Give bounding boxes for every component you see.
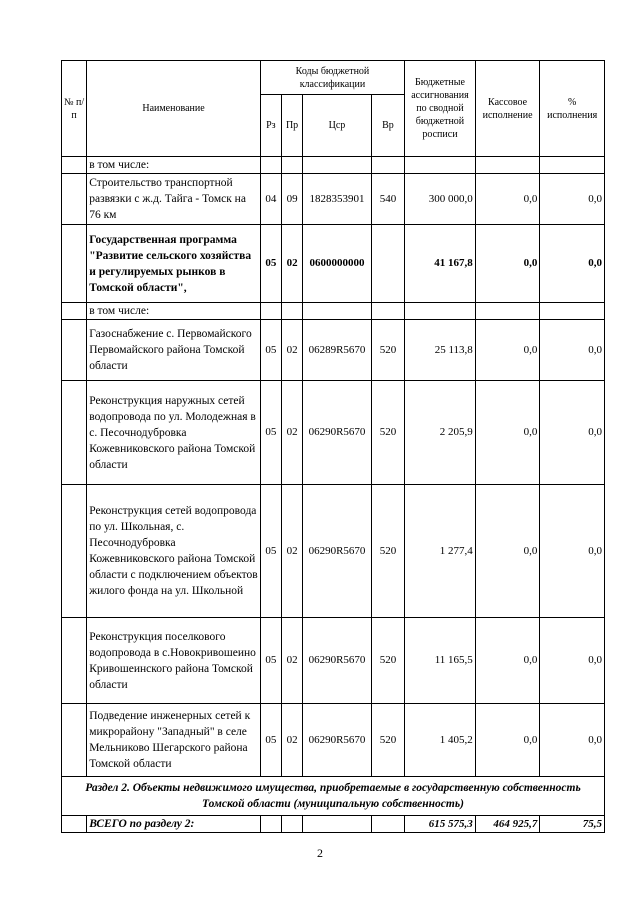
section-row xyxy=(62,777,605,816)
row-assign: 41 167,8 xyxy=(405,225,476,303)
total-percent: 75,5 xyxy=(540,816,605,833)
row-percent: 0,0 xyxy=(540,174,605,225)
row-cash: 0,0 xyxy=(475,485,540,618)
row-csr: 06290R5670 xyxy=(303,485,372,618)
row-percent: 0,0 xyxy=(540,320,605,381)
row-csr: 1828353901 xyxy=(303,174,372,225)
row-rz: 05 xyxy=(260,381,281,485)
row-pr: 02 xyxy=(281,381,302,485)
row-name: Реконструкция сетей водопровода по ул. Школьная, с. Песочнодубровка Кожевниковского района Томской области с подключением объектов жилого фонда на ул. Школьной xyxy=(87,485,261,618)
row-pr: 02 xyxy=(281,704,302,777)
row-name: Реконструкция поселкового водопровода в с.Новокривошеино Кривошеинского района Томской области xyxy=(87,618,261,704)
header-num: № п/п xyxy=(62,61,87,157)
row-vr: 520 xyxy=(371,381,404,485)
row-cash: 0,0 xyxy=(475,381,540,485)
row-cash: 0,0 xyxy=(475,174,540,225)
row-cash: 0,0 xyxy=(475,618,540,704)
header-cash: Кассовое исполнение xyxy=(475,61,540,157)
row-name: Реконструкция наружных сетей водопровода по ул. Молодежная в с. Песочнодубровка Кожевниковского района Томской области xyxy=(87,381,261,485)
row-vr: 540 xyxy=(371,174,404,225)
row-vr: 520 xyxy=(371,485,404,618)
row-assign: 25 113,8 xyxy=(405,320,476,381)
table-row xyxy=(62,174,605,225)
row-csr: 06290R5670 xyxy=(303,618,372,704)
row-csr: 06290R5670 xyxy=(303,704,372,777)
table-row xyxy=(62,225,605,303)
row-vr xyxy=(371,225,404,303)
header-codes-group: Коды бюджетной классификации xyxy=(260,61,404,95)
row-vr: 520 xyxy=(371,618,404,704)
row-percent: 0,0 xyxy=(540,381,605,485)
row-name: Строительство транспортной развязки с ж.д. Тайга - Томск на 76 км xyxy=(87,174,261,225)
row-pr: 02 xyxy=(281,320,302,381)
row-csr: 06290R5670 xyxy=(303,381,372,485)
row-csr: 06289R5670 xyxy=(303,320,372,381)
header-pr: Пр xyxy=(281,95,302,157)
table-row xyxy=(62,704,605,777)
header-csr: Цср xyxy=(303,95,372,157)
row-name: в том числе: xyxy=(87,157,261,174)
row-vr: 520 xyxy=(371,704,404,777)
row-assign: 2 205,9 xyxy=(405,381,476,485)
row-cash: 0,0 xyxy=(475,225,540,303)
row-pr: 02 xyxy=(281,225,302,303)
header-rz: Рз xyxy=(260,95,281,157)
table-row xyxy=(62,157,605,174)
table-row xyxy=(62,303,605,320)
table-row xyxy=(62,320,605,381)
row-name: в том числе: xyxy=(87,303,261,320)
header-row-1 xyxy=(62,61,605,95)
total-assign: 615 575,3 xyxy=(405,816,476,833)
row-cash: 0,0 xyxy=(475,320,540,381)
row-pr: 02 xyxy=(281,485,302,618)
row-cash: 0,0 xyxy=(475,704,540,777)
header-assign: Бюджетные ассигнования по сводной бюджетной росписи xyxy=(405,61,476,157)
row-rz: 05 xyxy=(260,485,281,618)
row-percent: 0,0 xyxy=(540,618,605,704)
table-row xyxy=(62,381,605,485)
row-pr: 09 xyxy=(281,174,302,225)
row-rz: 04 xyxy=(260,174,281,225)
row-name: Государственная программа "Развитие сельского хозяйства и регулируемых рынков в Томской области", xyxy=(87,225,261,303)
row-name: Газоснабжение с. Первомайского Первомайского района Томской области xyxy=(87,320,261,381)
row-assign: 300 000,0 xyxy=(405,174,476,225)
total-cash: 464 925,7 xyxy=(475,816,540,833)
row-assign: 1 277,4 xyxy=(405,485,476,618)
budget-table xyxy=(61,60,605,833)
row-assign: 11 165,5 xyxy=(405,618,476,704)
row-csr: 0600000000 xyxy=(303,225,372,303)
header-name: Наименование xyxy=(87,61,261,157)
page-number: 2 xyxy=(317,846,323,860)
row-name: Подведение инженерных сетей к микрорайону "Западный" в селе Мельниково Шегарского района Томской области xyxy=(87,704,261,777)
table-row xyxy=(62,485,605,618)
header-vr: Вр xyxy=(371,95,404,157)
total-label: ВСЕГО по разделу 2: xyxy=(87,816,261,833)
section-title: Раздел 2. Объекты недвижимого имущества, приобретаемые в государственную собственность Томской области (муниципальную собственность) xyxy=(62,777,605,816)
row-assign: 1 405,2 xyxy=(405,704,476,777)
header-percent: % исполнения xyxy=(540,61,605,157)
row-percent: 0,0 xyxy=(540,485,605,618)
row-percent: 0,0 xyxy=(540,704,605,777)
row-pr: 02 xyxy=(281,618,302,704)
row-rz: 05 xyxy=(260,320,281,381)
row-rz: 05 xyxy=(260,704,281,777)
row-percent: 0,0 xyxy=(540,225,605,303)
row-rz: 05 xyxy=(260,618,281,704)
row-rz: 05 xyxy=(260,225,281,303)
table-row xyxy=(62,618,605,704)
row-vr: 520 xyxy=(371,320,404,381)
total-row xyxy=(62,816,605,833)
